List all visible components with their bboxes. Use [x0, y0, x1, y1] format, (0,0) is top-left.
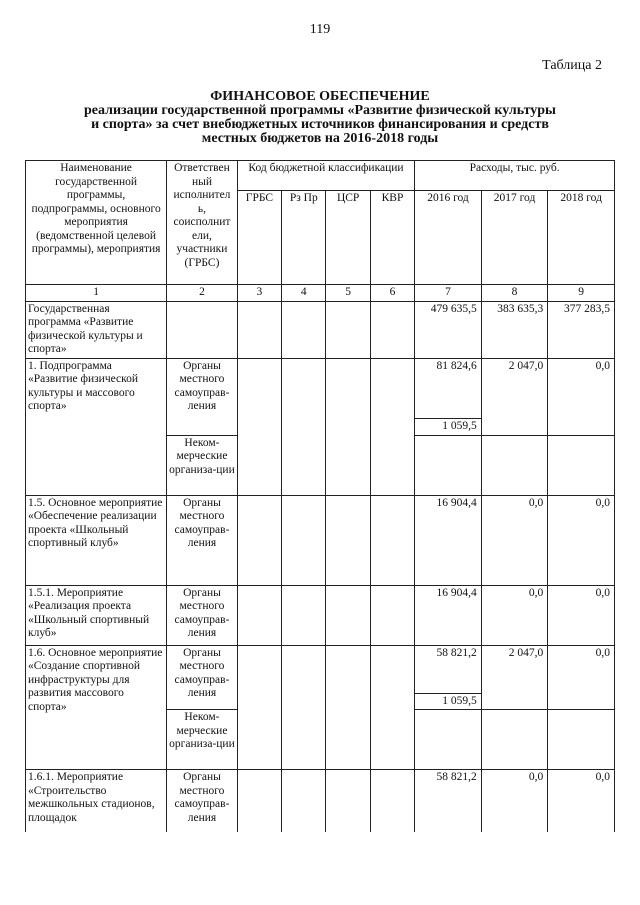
value-2016: 58 821,2 — [415, 645, 482, 693]
column-number: 9 — [548, 285, 615, 302]
value-2016: 16 904,4 — [415, 585, 482, 645]
table-row — [26, 585, 615, 645]
header-2018: 2018 год — [548, 191, 615, 285]
column-number: 6 — [370, 285, 414, 302]
header-executor: Ответствен ный исполнител ь, соисполнит ели, участники (ГРБС) — [167, 161, 238, 285]
value-2018: 0,0 — [548, 770, 615, 832]
row-executor: Органы местного самоуправ-ления — [167, 358, 238, 435]
header-rzpr: Рз Пр — [282, 191, 326, 285]
title-line-3: и спорта» за счет внебюджетных источников финансирования и средств — [91, 117, 549, 132]
table-label: Таблица 2 — [542, 58, 602, 73]
value-2017: 2 047,0 — [481, 358, 548, 435]
row-name: 1.6.1. Мероприятие «Строительство межшкольных стадионов, площадок — [26, 770, 167, 832]
column-number: 7 — [415, 285, 482, 302]
value-2018: 377 283,5 — [548, 301, 615, 358]
document-title — [0, 90, 640, 146]
value-2016: 81 824,6 — [415, 358, 482, 418]
value-2017: 0,0 — [481, 770, 548, 832]
table-row — [26, 358, 615, 418]
column-number: 8 — [481, 285, 548, 302]
financing-table — [25, 160, 615, 832]
row-name: 1. Подпрограмма «Развитие физической культуры и массового спорта» — [26, 358, 167, 495]
value-2016: 479 635,5 — [415, 301, 482, 358]
column-number: 5 — [326, 285, 370, 302]
column-number: 2 — [167, 285, 238, 302]
value-2016: 16 904,4 — [415, 495, 482, 585]
row-name: 1.6. Основное мероприятие «Создание спортивной инфраструктуры для развития массового спорта» — [26, 645, 167, 770]
value-2018: 0,0 — [548, 585, 615, 645]
value-2016-secondary: 1 059,5 — [415, 693, 482, 710]
row-name: Государственная программа «Развитие физической культуры и спорта» — [26, 301, 167, 358]
title-line-1: ФИНАНСОВОЕ ОБЕСПЕЧЕНИЕ — [210, 89, 430, 104]
value-2017: 0,0 — [481, 495, 548, 585]
row-executor: Неком-мерческие организа-ции — [167, 435, 238, 495]
value-2018: 0,0 — [548, 358, 615, 435]
header-kvr: КВР — [370, 191, 414, 285]
table-row — [26, 645, 615, 693]
table-row — [26, 301, 615, 358]
table-row — [26, 770, 615, 832]
header-name: Наименование государственной программы, подпрограммы, основного мероприятия (ведомственной целевой программы), мероприятия — [26, 161, 167, 285]
value-2018: 0,0 — [548, 495, 615, 585]
row-executor: Органы местного самоуправ-ления — [167, 585, 238, 645]
row-executor: Органы местного самоуправ-ления — [167, 645, 238, 710]
value-2016: 58 821,2 — [415, 770, 482, 832]
header-expenses: Расходы, тыс. руб. — [415, 161, 615, 191]
value-2017: 383 635,3 — [481, 301, 548, 358]
column-number-row — [26, 285, 615, 302]
header-csr: ЦСР — [326, 191, 370, 285]
page-number: 119 — [309, 22, 331, 37]
row-name: 1.5.1. Мероприятие «Реализация проекта «Школьный спортивный клуб» — [26, 585, 167, 645]
column-number: 4 — [282, 285, 326, 302]
row-name: 1.5. Основное мероприятие «Обеспечение реализации проекта «Школьный спортивный клуб» — [26, 495, 167, 585]
header-2017: 2017 год — [481, 191, 548, 285]
value-2017: 2 047,0 — [481, 645, 548, 710]
row-executor: Органы местного самоуправ-ления — [167, 770, 238, 832]
column-number: 1 — [26, 285, 167, 302]
row-executor: Неком-мерческие организа-ции — [167, 710, 238, 770]
title-line-2: реализации государственной программы «Развитие физической культуры — [84, 103, 556, 118]
header-2016: 2016 год — [415, 191, 482, 285]
value-2017: 0,0 — [481, 585, 548, 645]
header-budget-code: Код бюджетной классификации — [237, 161, 414, 191]
value-2016-secondary: 1 059,5 — [415, 418, 482, 435]
header-grbs: ГРБС — [237, 191, 281, 285]
row-executor: Органы местного самоуправ-ления — [167, 495, 238, 585]
table-row — [26, 495, 615, 585]
column-number: 3 — [237, 285, 281, 302]
value-2018: 0,0 — [548, 645, 615, 710]
title-line-4: местных бюджетов на 2016-2018 годы — [201, 131, 439, 146]
